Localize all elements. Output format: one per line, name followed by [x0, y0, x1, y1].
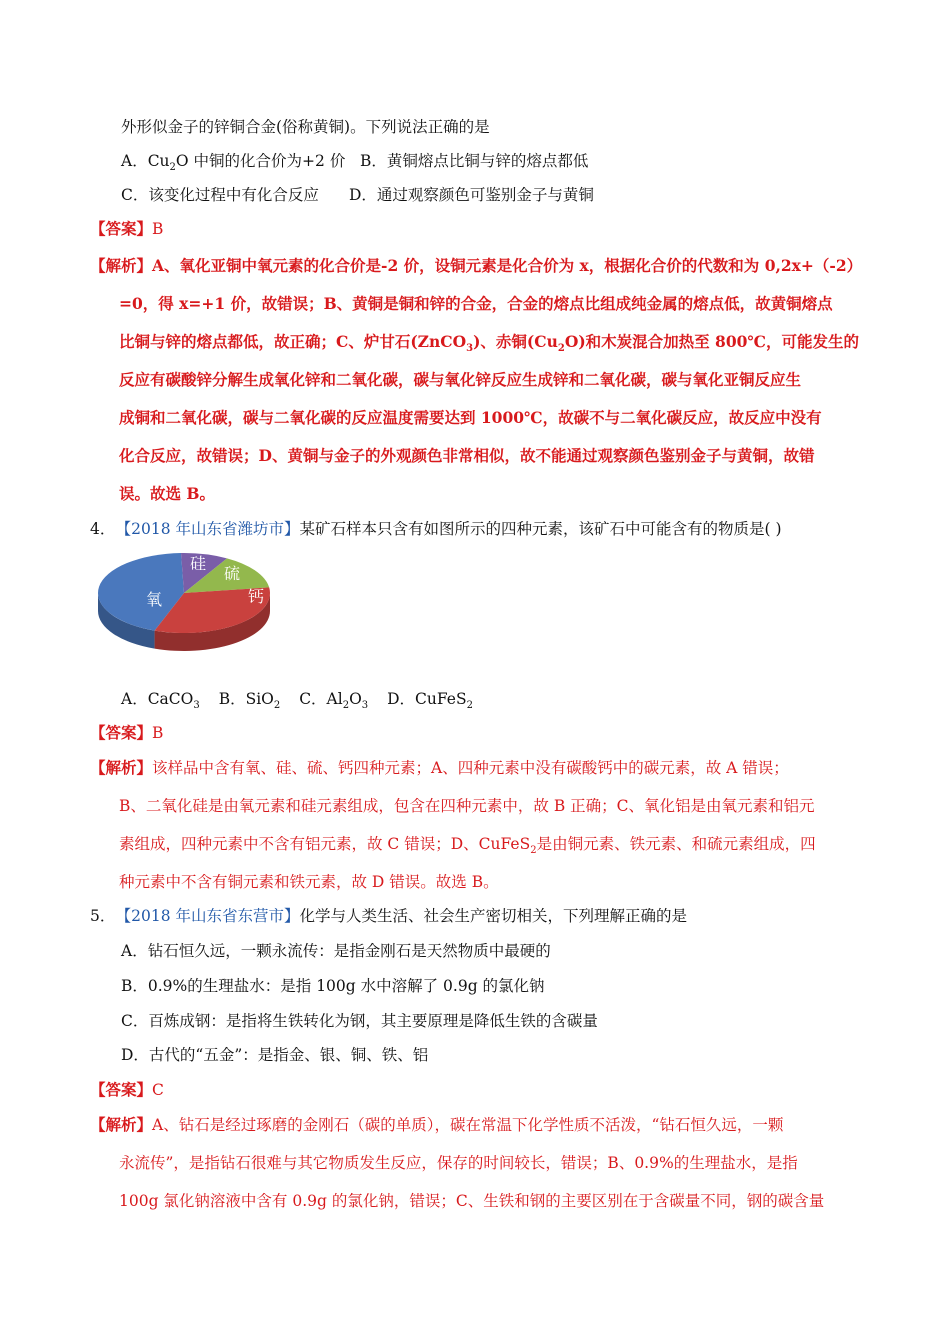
pie-label-1: 氧: [145, 590, 163, 609]
q3-explanation-line-4: 反应有碳酸锌分解生成氧化锌和二氧化碳，碳与氧化锌反应生成锌和二氧化碳，碳与氧化亚铜反应生: [119, 370, 802, 389]
q5-answer: 【答案】C: [90, 1080, 164, 1099]
q3-explanation-line-1: 【解析】A、氧化亚铜中氧元素的化合价是-2 价，设铜元素是化合价为 x，根据化合价的代数和为 0,2x+（-2）: [90, 256, 863, 275]
q5-option-b: B．0.9%的生理盐水：是指 100g 水中溶解了 0.9g 的氯化钠: [121, 977, 545, 995]
q4-explanation-line-1: 【解析】该样品中含有氧、硅、硫、钙四种元素；A、四种元素中没有碳酸钙中的碳元素，故 A 错误；: [90, 758, 789, 777]
q3-option-c: C．该变化过程中有化合反应: [121, 186, 319, 204]
q3-explanation-line-6: 化合反应，故错误；D、黄铜与金子的外观颜色非常相似，故不能通过观察颜色鉴别金子与黄铜，故错: [119, 446, 815, 465]
q4-explanation-line-4: 种元素中不含有铜元素和铁元素，故 D 错误。故选 B。: [119, 873, 499, 891]
q3-option-a: A．$Cu_2O$ 中铜的化合价为+2 价: [121, 152, 346, 174]
q5-explanation-line-1: 【解析】A、钻石是经过琢磨的金刚石（碳的单质），碳在常温下化学性质不活泼，“钻石恒久远，一颗: [90, 1115, 784, 1134]
q3-explanation-line-5: 成铜和二氧化碳，碳与二氧化碳的反应温度需要达到 1000℃，故碳不与二氧化碳反应，故反应中没有: [119, 408, 822, 427]
q4-option-a: A．CaCO$_3$: [121, 690, 200, 712]
q4-stem: 4． 【2018 年山东省潍坊市】某矿石样本只含有如图所示的四种元素，该矿石中可能含有的物质是( ): [90, 520, 782, 538]
q3-answer: 【答案】B: [90, 219, 164, 238]
q4-answer: 【答案】B: [90, 723, 164, 742]
q4-option-d: D．CuFeS$_2$: [387, 690, 473, 712]
q4-options: [121, 689, 473, 712]
pie-label-3: 硫: [223, 564, 241, 583]
q3-explanation-line-7: 误。故选 B。: [119, 484, 215, 503]
q3-option-d: D．通过观察颜色可鉴别金子与黄铜: [349, 186, 594, 204]
q4-option-b: B．SiO$_2$: [218, 690, 281, 712]
q5-option-d: D．古代的“五金”：是指金、银、铜、铁、铝: [121, 1046, 429, 1064]
element-pie-chart: [96, 547, 278, 657]
q3-stem-continuation: 外形似金子的锌铜合金(俗称黄铜)。下列说法正确的是: [121, 118, 490, 136]
q5-option-a: A．钻石恒久远，一颗永流传：是指金刚石是天然物质中最硬的: [121, 942, 551, 960]
pie-label-4: 钙: [247, 587, 265, 606]
q5-explanation-line-2: 永流传”，是指钻石很难与其它物质发生反应，保存的时间较长，错误；B、0.9%的生理盐水，是指: [119, 1154, 798, 1172]
q5-option-c: C．百炼成钢：是指将生铁转化为钢，其主要原理是降低生铁的含碳量: [121, 1012, 598, 1030]
q4-option-c: C．$Al_2O_3$: [299, 690, 369, 712]
q5-explanation-line-3: 100g 氯化钠溶液中含有 0.9g 的氯化钠，错误；C、生铁和钢的主要区别在于含碳量不同，钢的碳含量: [119, 1192, 825, 1210]
q4-explanation-line-2: B、二氧化硅是由氧元素和硅元素组成，包含在四种元素中，故 B 正确；C、氧化铝是由氧元素和铝元: [119, 797, 815, 815]
q3-explanation-line-2: =0，得 x=+1 价，故错误；B、黄铜是铜和锌的合金，合金的熔点比组成纯金属的熔点低，故黄铜熔点: [119, 294, 833, 313]
q3-option-b: B．黄铜熔点比铜与锌的熔点都低: [360, 152, 589, 170]
q5-stem: 5． 【2018 年山东省东营市】化学与人类生活、社会生产密切相关，下列理解正确的是: [90, 907, 688, 925]
q4-explanation-line-3: 素组成，四种元素中不含有铝元素，故 C 错误；D、CuFeS$_2$是由铜元素、铁元素、和硫元素组成，四: [119, 835, 816, 857]
pie-label-2: 硅: [189, 554, 207, 573]
q3-explanation-line-3: 比铜与锌的熔点都低，故正确；C、炉甘石(ZnCO$_3$)、赤铜$(Cu_2O)$和木炭混合加热至 800℃，可能发生的: [119, 332, 859, 355]
